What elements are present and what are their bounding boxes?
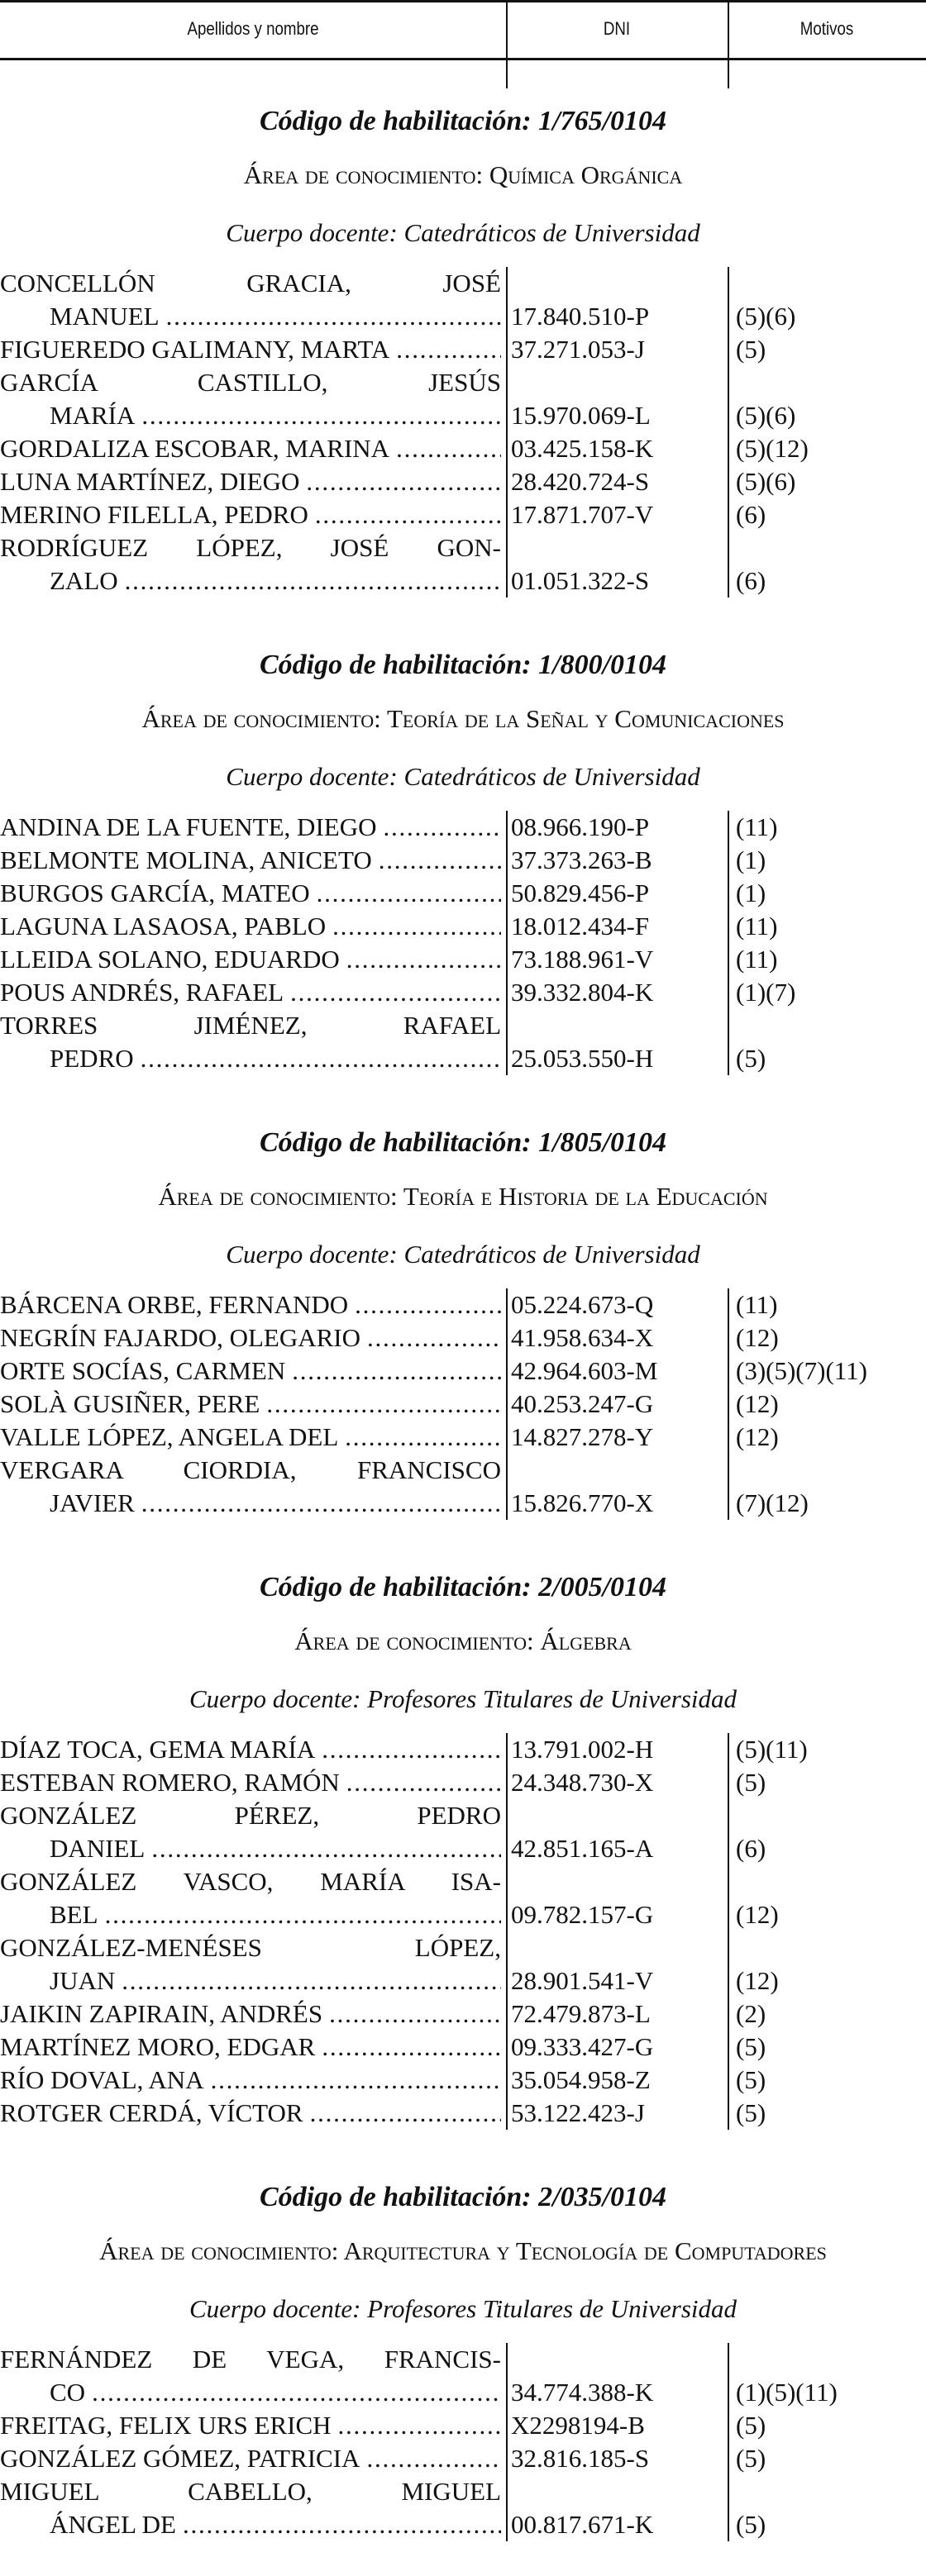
dni-value: 05.224.673-Q — [511, 1290, 654, 1319]
row-line — [0, 2475, 926, 2508]
row-line — [0, 811, 926, 844]
dot-leader — [348, 1288, 501, 1321]
candidate-name: LUNA MARTÍNEZ, DIEGO — [0, 467, 300, 496]
table-row — [0, 2442, 926, 2475]
motivos-value: (1)(5)(11) — [736, 2378, 838, 2407]
dni-value: 00.817.671-K — [511, 2510, 654, 2539]
table-row — [0, 910, 926, 943]
table-row — [0, 1931, 926, 1997]
candidate-name: GARCÍA CASTILLO, JESÚS — [0, 368, 501, 397]
habilitation-code-heading: Código de habilitación: 1/765/0104 — [259, 106, 667, 136]
candidate-name-cell — [0, 1388, 501, 1421]
motivos-value: (5) — [736, 2065, 766, 2094]
row-line — [0, 2376, 926, 2409]
motivos-value: (12) — [736, 1422, 779, 1451]
dot-leader — [340, 1766, 501, 1799]
candidate-name-cell — [0, 432, 501, 465]
dot-leader — [134, 1042, 501, 1075]
motivos-value: (5) — [736, 2444, 766, 2473]
dni-value: 41.958.634-X — [511, 1323, 654, 1352]
candidate-name-cell — [0, 1733, 501, 1766]
dot-leader — [389, 333, 501, 366]
candidate-name: VERGARA CIORDIA, FRANCISCO — [0, 1455, 501, 1484]
table-row — [0, 531, 926, 598]
row-line — [0, 1421, 926, 1454]
sections-container — [0, 88, 926, 2576]
candidate-name-cell — [0, 2442, 501, 2475]
row-line — [0, 1931, 926, 1964]
section-spacer — [0, 598, 926, 632]
dot-leader — [299, 465, 501, 498]
candidate-name: BEL — [50, 1900, 98, 1929]
candidate-name: DÍAZ TOCA, GEMA MARÍA — [0, 1735, 316, 1764]
candidate-name-cell — [0, 1832, 501, 1865]
row-line — [0, 333, 926, 366]
section-spacer — [0, 2130, 926, 2164]
dni-value: 53.122.423-J — [511, 2098, 645, 2127]
dot-leader — [360, 2442, 501, 2475]
table-row — [0, 976, 926, 1009]
table-row — [0, 1421, 926, 1454]
candidate-name: GONZÁLEZ-MENÉSES LÓPEZ, — [0, 1933, 501, 1962]
candidate-name-cell — [0, 2064, 501, 2097]
candidate-name-cell — [0, 498, 501, 531]
candidate-name-cell — [0, 1898, 501, 1931]
dot-leader — [135, 1487, 501, 1520]
motivos-value: (5)(6) — [736, 467, 796, 496]
dot-leader — [98, 1898, 501, 1931]
row-line — [0, 366, 926, 399]
row-line — [0, 2064, 926, 2097]
motivos-value: (3)(5)(7)(11) — [736, 1356, 867, 1385]
dni-value: 40.253.247-G — [511, 1389, 654, 1418]
candidate-name: ANDINA DE LA FUENTE, DIEGO — [0, 812, 377, 841]
candidate-name: BÁRCENA ORBE, FERNANDO — [0, 1290, 349, 1319]
row-line — [0, 2508, 926, 2541]
dni-value: 17.871.707-V — [511, 500, 654, 529]
candidate-name: BELMONTE MOLINA, ANICETO — [0, 845, 372, 874]
candidate-name: TORRES JIMÉNEZ, RAFAEL — [0, 1011, 501, 1040]
teaching-body: Cuerpo docente: Catedráticos de Universidad — [226, 218, 700, 247]
motivos-value: (5) — [736, 335, 766, 364]
motivos-value: (12) — [736, 1323, 779, 1352]
row-line — [0, 2343, 926, 2376]
dni-value: 73.188.961-V — [511, 945, 654, 974]
motivos-value: (12) — [736, 1966, 779, 1995]
row-line — [0, 1766, 926, 1799]
column-divider — [728, 0, 729, 88]
row-line — [0, 1832, 926, 1865]
column-header-name: Apellidos y nombre — [187, 18, 319, 39]
table-row — [0, 1321, 926, 1355]
motivos-value: (11) — [736, 945, 778, 974]
candidate-name-cell — [0, 2376, 501, 2409]
candidate-name: CONCELLÓN GRACIA, JOSÉ — [0, 269, 501, 298]
dot-leader — [322, 1997, 501, 2031]
header-bottom-rule — [0, 58, 926, 60]
dni-value: 14.827.278-Y — [511, 1422, 654, 1451]
row-line — [0, 267, 926, 300]
table-row — [0, 2031, 926, 2064]
motivos-value: (1)(7) — [736, 978, 796, 1007]
row-line — [0, 498, 926, 531]
dot-leader — [389, 432, 501, 465]
dot-leader — [315, 1733, 501, 1766]
motivos-value: (5)(6) — [736, 401, 796, 430]
candidate-name-cell — [0, 1964, 501, 1997]
motivos-value: (1) — [736, 845, 766, 874]
candidate-name-cell — [0, 910, 501, 943]
candidate-name: VALLE LÓPEZ, ANGELA DEL — [0, 1422, 339, 1451]
candidate-name-cell — [0, 399, 501, 432]
table-header — [0, 0, 926, 88]
motivos-value: (6) — [736, 1834, 766, 1863]
candidate-name: ÁNGEL DE — [50, 2510, 176, 2539]
knowledge-area: Área de conocimiento: Química Orgánica — [243, 160, 683, 189]
dot-leader — [326, 910, 501, 943]
candidate-name-cell — [0, 2031, 501, 2064]
table-row — [0, 877, 926, 910]
dni-value: 17.840.510-P — [511, 302, 650, 331]
dot-leader — [118, 564, 501, 598]
candidate-table — [0, 811, 926, 1075]
candidate-name-cell — [0, 1321, 501, 1355]
dot-leader — [303, 2097, 501, 2130]
candidate-name-cell — [0, 1487, 501, 1520]
column-header-motivos: Motivos — [800, 18, 854, 39]
candidate-name: CO — [50, 2378, 86, 2407]
motivos-value: (12) — [736, 1900, 779, 1929]
motivos-value: (2) — [736, 1999, 766, 2028]
row-line — [0, 399, 926, 432]
knowledge-area: Área de conocimiento: Arquitectura y Tecnología de Computadores — [99, 2236, 827, 2265]
row-line — [0, 2409, 926, 2442]
table-row — [0, 1997, 926, 2031]
candidate-name-cell — [0, 2409, 501, 2442]
row-line — [0, 1799, 926, 1832]
candidate-name: MARTÍNEZ MORO, EDGAR — [0, 2032, 316, 2061]
candidate-name-cell — [0, 2508, 501, 2541]
knowledge-area: Área de conocimiento: Álgebra — [294, 1626, 632, 1655]
row-line — [0, 2031, 926, 2064]
candidate-name: JUAN — [50, 1966, 116, 1995]
motivos-value: (5) — [736, 1044, 766, 1073]
row-line — [0, 1454, 926, 1487]
habilitation-code-heading: Código de habilitación: 2/005/0104 — [259, 1572, 667, 1602]
table-row — [0, 333, 926, 366]
candidate-name-cell — [0, 1421, 501, 1454]
dot-leader — [285, 1355, 501, 1388]
motivos-value: (5)(12) — [736, 434, 809, 463]
dot-leader — [360, 1321, 501, 1355]
candidate-name-cell — [0, 943, 501, 976]
candidate-name: MANUEL — [50, 302, 160, 331]
candidate-name-cell — [0, 2097, 501, 2130]
dni-value: 03.425.158-K — [511, 434, 654, 463]
table-row — [0, 1288, 926, 1321]
dot-leader — [176, 2508, 501, 2541]
dot-leader — [135, 399, 501, 432]
dni-value: 42.851.165-A — [511, 1834, 654, 1863]
row-line — [0, 844, 926, 877]
dni-value: 18.012.434-F — [511, 912, 650, 940]
dni-value: 50.829.456-P — [511, 879, 650, 907]
candidate-name: FREITAG, FELIX URS ERICH — [0, 2411, 332, 2440]
candidate-name: LAGUNA LASAOSA, PABLO — [0, 912, 327, 940]
row-line — [0, 1733, 926, 1766]
candidate-name: FIGUEREDO GALIMANY, MARTA — [0, 335, 390, 364]
motivos-value: (6) — [736, 500, 766, 529]
teaching-body: Cuerpo docente: Profesores Titulares de Universidad — [189, 2294, 737, 2323]
table-row — [0, 1454, 926, 1520]
table-row — [0, 943, 926, 976]
dni-value: 39.332.804-K — [511, 978, 654, 1007]
candidate-name-cell — [0, 300, 501, 333]
dni-value: 15.826.770-X — [511, 1488, 654, 1517]
candidate-name-cell — [0, 333, 501, 366]
candidate-name: LLEIDA SOLANO, EDUARDO — [0, 945, 340, 974]
candidate-name-cell — [0, 811, 501, 844]
dot-leader — [284, 976, 501, 1009]
header-top-rule — [0, 0, 926, 2]
candidate-name-cell — [0, 877, 501, 910]
habilitation-section — [0, 88, 926, 632]
motivos-value: (6) — [736, 566, 766, 595]
row-line — [0, 1865, 926, 1898]
table-row — [0, 1009, 926, 1075]
habilitation-section — [0, 1110, 926, 1555]
candidate-name: NEGRÍN FAJARDO, OLEGARIO — [0, 1323, 360, 1352]
table-row — [0, 811, 926, 844]
knowledge-area: Área de conocimiento: Teoría e Historia de la Educación — [158, 1182, 768, 1211]
row-line — [0, 531, 926, 564]
table-row — [0, 1865, 926, 1931]
table-row — [0, 1355, 926, 1388]
dni-value: 32.816.185-S — [511, 2444, 650, 2473]
dni-value: X2298194-B — [511, 2411, 645, 2440]
table-row — [0, 1766, 926, 1799]
row-line — [0, 1042, 926, 1075]
dot-leader — [260, 1388, 501, 1421]
dni-value: 01.051.322-S — [511, 566, 650, 595]
candidate-name: RODRÍGUEZ LÓPEZ, JOSÉ GON- — [0, 533, 501, 562]
dot-leader — [160, 300, 501, 333]
candidate-name: ESTEBAN ROMERO, RAMÓN — [0, 1768, 340, 1797]
dot-leader — [145, 1832, 501, 1865]
candidate-name: RÍO DOVAL, ANA — [0, 2065, 204, 2094]
candidate-name: GONZÁLEZ PÉREZ, PEDRO — [0, 1801, 501, 1830]
motivos-value: (5)(11) — [736, 1735, 808, 1764]
table-row — [0, 498, 926, 531]
dot-leader — [338, 1421, 501, 1454]
dni-value: 25.053.550-H — [511, 1044, 654, 1073]
table-row — [0, 2475, 926, 2541]
candidate-name-cell — [0, 1766, 501, 1799]
candidate-name-cell — [0, 1355, 501, 1388]
table-row — [0, 465, 926, 498]
habilitation-section — [0, 632, 926, 1110]
motivos-value: (12) — [736, 1389, 779, 1418]
dni-value: 09.333.427-G — [511, 2032, 654, 2061]
column-divider — [506, 0, 508, 88]
row-line — [0, 1997, 926, 2031]
row-line — [0, 976, 926, 1009]
candidate-name-cell — [0, 976, 501, 1009]
column-header-dni: DNI — [603, 18, 631, 39]
dni-value: 28.901.541-V — [511, 1966, 654, 1995]
table-row — [0, 2097, 926, 2130]
row-line — [0, 2097, 926, 2130]
table-row — [0, 1388, 926, 1421]
dni-value: 34.774.388-K — [511, 2378, 654, 2407]
candidate-name: MERINO FILELLA, PEDRO — [0, 500, 308, 529]
habilitation-section — [0, 1555, 926, 2164]
motivos-value: (11) — [736, 1290, 778, 1319]
motivos-value: (5) — [736, 2032, 766, 2061]
table-row — [0, 1799, 926, 1865]
candidate-name: PEDRO — [50, 1044, 134, 1073]
dot-leader — [340, 943, 501, 976]
dot-leader — [372, 844, 501, 877]
dot-leader — [376, 811, 501, 844]
candidate-name: MIGUEL CABELLO, MIGUEL — [0, 2477, 501, 2506]
motivos-value: (5) — [736, 1768, 766, 1797]
candidate-name-cell — [0, 465, 501, 498]
candidate-name: FERNÁNDEZ DE VEGA, FRANCIS- — [0, 2345, 501, 2374]
candidate-name: JAIKIN ZAPIRAIN, ANDRÉS — [0, 1999, 323, 2028]
table-row — [0, 2409, 926, 2442]
candidate-name: BURGOS GARCÍA, MATEO — [0, 879, 310, 907]
dni-value: 42.964.603-M — [511, 1356, 658, 1385]
motivos-value: (1) — [736, 879, 766, 907]
row-line — [0, 1388, 926, 1421]
row-line — [0, 943, 926, 976]
habilitation-code-heading: Código de habilitación: 1/800/0104 — [259, 650, 667, 680]
dni-value: 72.479.873-L — [511, 1999, 651, 2028]
candidate-name-cell — [0, 1042, 501, 1075]
row-line — [0, 564, 926, 598]
habilitation-code-heading: Código de habilitación: 1/805/0104 — [259, 1127, 667, 1158]
dot-leader — [85, 2376, 501, 2409]
row-line — [0, 1487, 926, 1520]
knowledge-area: Área de conocimiento: Teoría de la Señal y Comunicaciones — [141, 704, 785, 733]
dni-value: 37.271.053-J — [511, 335, 645, 364]
candidate-name: ORTE SOCÍAS, CARMEN — [0, 1356, 286, 1385]
row-line — [0, 1355, 926, 1388]
row-line — [0, 2442, 926, 2475]
table-row — [0, 267, 926, 333]
candidate-name-cell — [0, 1997, 501, 2031]
motivos-value: (5) — [736, 2411, 766, 2440]
table-row — [0, 1733, 926, 1766]
row-line — [0, 877, 926, 910]
candidate-name: SOLÀ GUSIÑER, PERE — [0, 1389, 260, 1418]
dni-value: 24.348.730-X — [511, 1768, 654, 1797]
candidate-name-cell — [0, 564, 501, 598]
row-line — [0, 1321, 926, 1355]
table-row — [0, 432, 926, 465]
row-line — [0, 300, 926, 333]
row-line — [0, 1898, 926, 1931]
habilitation-section — [0, 2164, 926, 2576]
candidate-name: MARÍA — [50, 401, 136, 430]
candidate-table — [0, 267, 926, 598]
teaching-body: Cuerpo docente: Catedráticos de Universidad — [226, 1240, 700, 1269]
dni-value: 28.420.724-S — [511, 467, 650, 496]
row-line — [0, 432, 926, 465]
dni-value: 08.966.190-P — [511, 812, 650, 841]
motivos-value: (11) — [736, 812, 778, 841]
row-line — [0, 910, 926, 943]
table-row — [0, 844, 926, 877]
candidate-name: GORDALIZA ESCOBAR, MARINA — [0, 434, 390, 463]
motivos-value: (7)(12) — [736, 1488, 809, 1517]
dni-value: 37.373.263-B — [511, 845, 652, 874]
dot-leader — [315, 2031, 501, 2064]
dni-value: 09.782.157-G — [511, 1900, 654, 1929]
row-line — [0, 1964, 926, 1997]
candidate-table — [0, 2343, 926, 2541]
dot-leader — [308, 498, 501, 531]
motivos-value: (5) — [736, 2098, 766, 2127]
dot-leader — [115, 1964, 501, 1997]
dot-leader — [310, 877, 501, 910]
dot-leader — [332, 2409, 501, 2442]
row-line — [0, 1009, 926, 1042]
section-spacer — [0, 2541, 926, 2576]
candidate-name: ROTGER CERDÁ, VÍCTOR — [0, 2098, 303, 2127]
table-row — [0, 2064, 926, 2097]
candidate-name: JAVIER — [50, 1488, 135, 1517]
dni-value: 13.791.002-H — [511, 1735, 654, 1764]
table-row — [0, 366, 926, 432]
candidate-name: POUS ANDRÉS, RAFAEL — [0, 978, 284, 1007]
motivos-value: (5)(6) — [736, 302, 796, 331]
candidate-name: ZALO — [50, 566, 118, 595]
candidate-name: DANIEL — [50, 1834, 146, 1863]
row-line — [0, 1288, 926, 1321]
teaching-body: Cuerpo docente: Profesores Titulares de Universidad — [189, 1684, 737, 1713]
motivos-value: (5) — [736, 2510, 766, 2539]
dni-value: 15.970.069-L — [511, 401, 651, 430]
section-spacer — [0, 1075, 926, 1110]
candidate-table — [0, 1288, 926, 1520]
candidate-table — [0, 1733, 926, 2130]
teaching-body: Cuerpo docente: Catedráticos de Universidad — [226, 762, 700, 791]
dot-leader — [204, 2064, 501, 2097]
section-spacer — [0, 1520, 926, 1555]
candidate-name: GONZÁLEZ VASCO, MARÍA ISA- — [0, 1867, 501, 1896]
motivos-value: (11) — [736, 912, 778, 940]
candidate-name-cell — [0, 1288, 501, 1321]
table-row — [0, 2343, 926, 2409]
habilitation-code-heading: Código de habilitación: 2/035/0104 — [259, 2182, 667, 2212]
candidate-name: GONZÁLEZ GÓMEZ, PATRICIA — [0, 2444, 360, 2473]
row-line — [0, 465, 926, 498]
candidate-name-cell — [0, 844, 501, 877]
dni-value: 35.054.958-Z — [511, 2065, 651, 2094]
